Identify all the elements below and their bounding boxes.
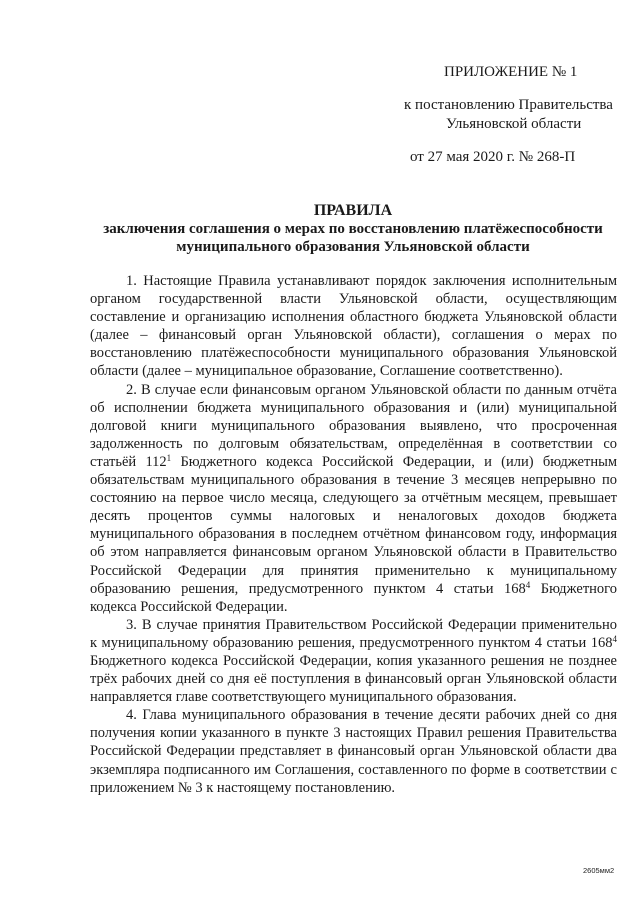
paragraph-3 [90, 616, 617, 706]
paragraph-2-text-a: 2. В случае если финансовым органом Ульяновской области по данным отчёта об исполнении бюджета муниципального образования и (или) муниципальной долговой книги муниципального образования выявлено, что просроченная задолженность по долговым обязательствам, определённая в соответствии со статьёй 112 [90, 381, 617, 470]
document-subtitle-line-2: муниципального образования Ульяновской области [176, 239, 530, 255]
document-subtitle-line-1: заключения соглашения о мерах по восстановлению платёжеспособности [103, 221, 603, 237]
paragraph-3-text-b: Бюджетного кодекса Российской Федерации, копия указанного решения не позднее трёх рабочих дней со дня её поступления в финансовый орган Ульяновской области направляется главе соответствующего муниципального образования. [90, 652, 617, 706]
paragraph-2-text-c: Бюджетного кодекса Российской Федерации. [90, 580, 617, 615]
document-body [90, 272, 617, 797]
paragraph-1: 1. Настоящие Правила устанавливают порядок заключения исполнительным органом государственной власти Ульяновской области, осуществляющим составление и организацию исполнения областного бюджета Ульяновской области (далее – финансовый орган Ульяновской области), соглашения о мерах по восстановлению платёжеспособности муниципального образования Ульяновской области (далее – муниципальное образование, Соглашение соответственно). [90, 273, 617, 380]
article-superscript-4: 4 [525, 579, 531, 590]
paragraph-4: 4. Глава муниципального образования в течение десяти рабочих дней со дня получения копии указанного в пункте 3 настоящих Правил решения Правительства Российской Федерации представляет в финансовый орган Ульяновской области два экземпляра подписанного им Соглашения, составленного по форме в соответствии с приложением № 3 к настоящему постановлению. [90, 707, 617, 796]
article-superscript-4: 4 [612, 633, 617, 644]
document-title: ПРАВИЛА [313, 202, 393, 219]
paragraph-2 [90, 381, 617, 616]
page-code: 2605мм2 [583, 866, 615, 875]
paragraph-3-text-a: 3. В случае принятия Правительством Российской Федерации применительно к муниципальному образованию решения, предусмотренного пунктом 4 статьи 168 [90, 616, 617, 651]
region-name: Ульяновской области [446, 116, 582, 132]
resolution-date-number: от 27 мая 2020 г. № 268-П [410, 149, 576, 165]
article-superscript-1: 1 [166, 452, 172, 463]
paragraph-2-text-b: Бюджетного кодекса Российской Федерации, и (или) бюджетным обязательствам муниципального образования в течение 3 месяцев непрерывно по состоянию на первое число месяца, следующего за отчётным месяцем, превышает десять процентов суммы налоговых и неналоговых доходов бюджета муниципального образования в последнем отчётном финансовом году, информация об этом направляется финансовым органом Ульяновской области в Правительство Российской Федерации для принятия применительно к муниципальному образованию решения, предусмотренного пунктом 4 статьи 168 [90, 453, 618, 597]
resolution-reference: к постановлению Правительства [404, 97, 613, 113]
appendix-title: ПРИЛОЖЕНИЕ № 1 [444, 64, 578, 80]
